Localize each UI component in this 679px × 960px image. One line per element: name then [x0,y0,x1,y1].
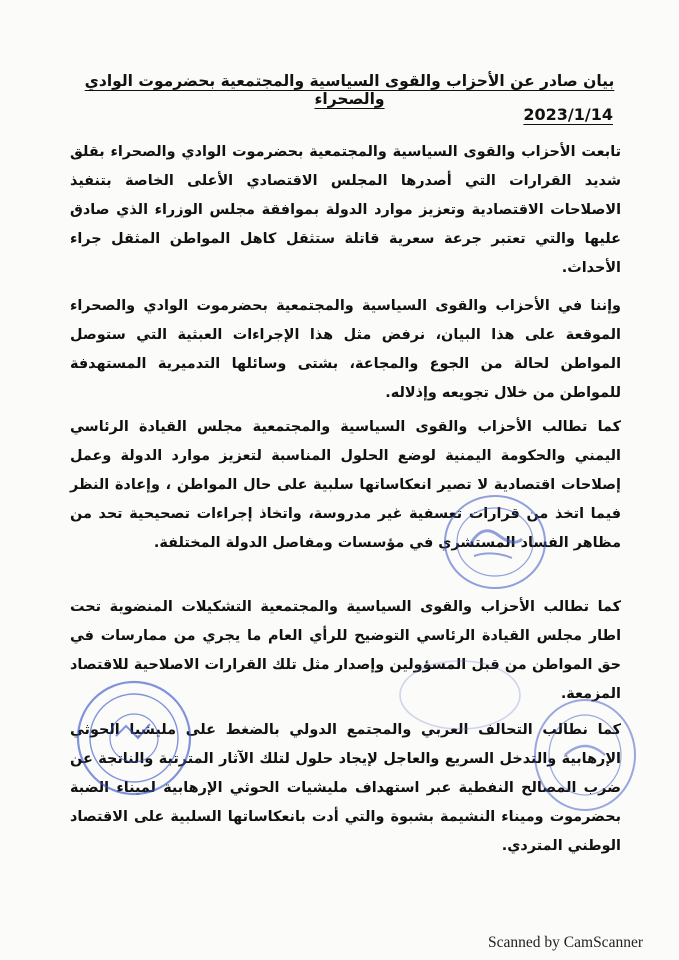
paragraph-4: كما تطالب الأحزاب والقوى السياسية والمجتمعية التشكيلات المنضوية تحت اطار مجلس القيادة الرئاسي التوضيح للرأي العام ما يجري من ممارسات في حق المواطن من قبل المسؤولين وإصدار مثل تلك القرارات الاصلاحية للاقتصاد المزمعة. [70,599,621,702]
paragraph-5: كما نطالب التحالف العربي والمجتمع الدولي بالضغط على مليشيا الحوثي الإرهابية والتدخل السريع والعاجل لإيجاد حلول لتلك الآثار المترتبة والناتجة عن ضرب المصالح النفطية عبر استهداف مليشيات الحوثي الإرهابية لميناء الضبة بحضرموت وميناء النشيمة بشبوة والتي أدت بانعكاساتها السلبية على الاقتصاد الوطني المتردي. [70,722,621,854]
paragraph-2: وإننا في الأحزاب والقوى السياسية والمجتمعية بحضرموت الوادي والصحراء الموقعة على هذا البيان، نرفض مثل هذا الإجراءات العبثية التي ستوصل المواطن لحالة من الجوع والمجاعة، بشتى وسائلها التدميرية المستهدفة للمواطن من خلال تجويعه وإذلاله. [70,298,621,401]
paragraph-3: كما تطالب الأحزاب والقوى السياسية والمجتمعية مجلس القيادة الرئاسي اليمني والحكومة اليمنية لوضع الحلول المناسبة لتعزيز موارد الدولة وعمل إصلاحات اقتصادية لا تصير انعكاساتها سلبية على حال المواطن ، وإعادة النظر فيما اتخذ من قرارات تعسفية غير مدروسة، واتخاذ إجراءات تصحيحية تحد من مظاهر الفساد المستشري في مؤسسات ومفاصل الدولة المختلفة. [70,419,621,551]
paragraph-1: تابعت الأحزاب والقوى السياسية والمجتمعية بحضرموت الوادي والصحراء بقلق شديد القرارات التي أصدرها المجلس الاقتصادي الأعلى الخاصة بتنفيذ الاصلاحات الاقتصادية وتعزيز موارد الدولة بموافقة مجلس الوزراء الذي صادق عليها والتي تعتبر جرعة سعرية قاتلة ستثقل كاهل المواطن المثقل جراء الأحداث. [70,144,621,276]
document-date: 2023/1/14 [523,105,613,124]
scanner-watermark: Scanned by CamScanner [488,934,643,951]
document-title: بيان صادر عن الأحزاب والقوى السياسية والمجتمعية بحضرموت الوادي والصحراء [84,72,615,108]
